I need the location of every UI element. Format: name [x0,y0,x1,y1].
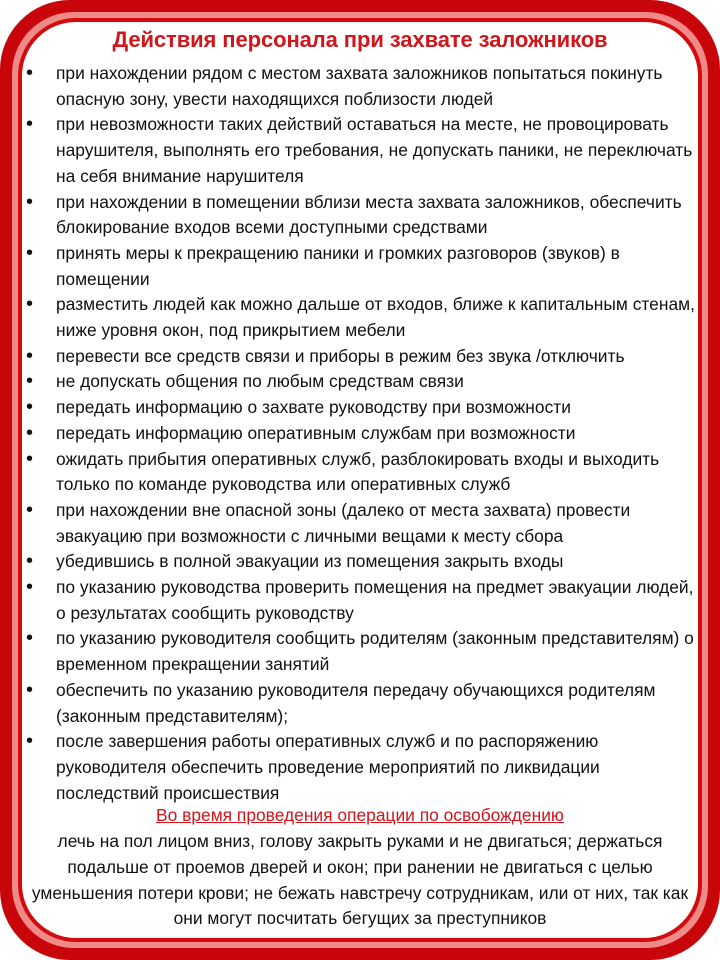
operation-instructions: лечь на пол лицом вниз, голову закрыть руками и не двигаться; держаться подальше от проемов дверей и окон; при ранении не двигаться с целью уменьшения потери крови; не бежать навстречу сотрудникам, или от них, так как они могут посчитать бегущих за преступников [31,831,689,929]
list-item: • после завершения работы оперативных служб и по распоряжению руководителя обеспечить проведение мероприятий по ликвидации последствий происшествия [26,729,698,806]
operation-subheading: Во время проведения операции по освобождению [156,805,564,825]
list-item: • обеспечить по указанию руководителя передачу обучающихся родителям (законным представителям); [26,678,698,729]
list-item: • при нахождении рядом с местом захвата заложников попытаться покинуть опасную зону, увести находящихся поблизости людей [26,61,698,112]
list-item: • убедившись в полной эвакуации из помещения закрыть входы [26,549,698,575]
list-item: • передать информацию о захвате руководству при возможности [26,395,698,421]
list-item: • разместить людей как можно дальше от входов, ближе к капитальным стенам, ниже уровня окон, под прикрытием мебели [26,292,698,343]
poster-title: Действия персонала при захвате заложников [112,27,608,52]
instruction-list [26,61,698,806]
list-item: • ожидать прибытия оперативных служб, разблокировать входы и выходить только по команде руководства или оперативных служб [26,447,698,498]
list-item: • при нахождении вне опасной зоны (далеко от места захвата) провести эвакуацию при возможности с личными вещами к месту сбора [26,498,698,549]
list-item: • принять меры к прекращению паники и громких разговоров (звуков) в помещении [26,241,698,292]
list-item: • передать информацию оперативным службам при возможности [26,421,698,447]
list-item: • не допускать общения по любым средствам связи [26,369,698,395]
list-item: • при нахождении в помещении вблизи места захвата заложников, обеспечить блокирование входов всеми доступными средствами [26,190,698,241]
list-item: • по указанию руководителя сообщить родителям (законным представителям) о временном прекращении занятий [26,626,698,677]
list-item: • при невозможности таких действий оставаться на месте, не провоцировать нарушителя, выполнять его требования, не допускать паники, не переключать на себя внимание нарушителя [26,112,698,189]
list-item: • перевести все средств связи и приборы в режим без звука /отключить [26,344,698,370]
list-item: • по указанию руководства проверить помещения на предмет эвакуации людей, о результатах сообщить руководству [26,575,698,626]
